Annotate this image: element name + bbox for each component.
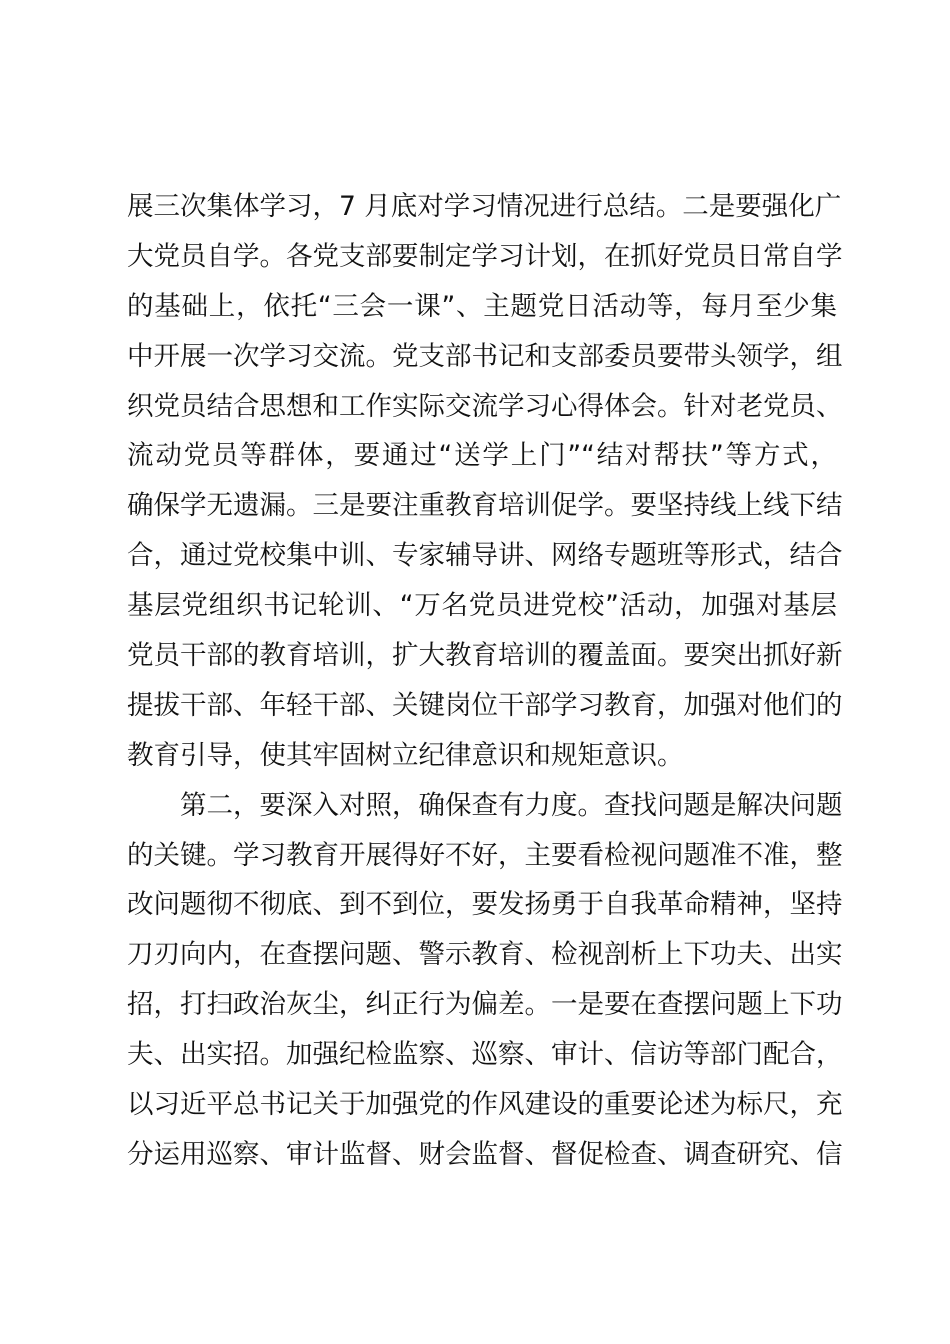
text-line: 展三次集体学习，7 月底对学习情况进行总结。二是要强化广 xyxy=(127,191,842,222)
text-line: 的关键。学习教育开展得好不好，主要看检视问题准不准，整 xyxy=(127,839,843,871)
text-line: 提拔干部、年轻干部、关键岗位干部学习教育，加强对他们的 xyxy=(127,689,843,721)
body-text xyxy=(127,182,843,1180)
text-line: 分运用巡察、审计监督、财会监督、督促检查、调查研究、信 xyxy=(127,1138,843,1170)
text-line: 以习近平总书记关于加强党的作风建设的重要论述为标尺，充 xyxy=(127,1089,843,1121)
text-line: 改问题彻不彻底、到不到位，要发扬勇于自我革命精神，坚持 xyxy=(127,889,843,921)
text-line: 流动党员等群体，要通过“送学上门”“结对帮扶”等方式， xyxy=(127,440,837,472)
text-line: 党员干部的教育培训，扩大教育培训的覆盖面。要突出抓好新 xyxy=(127,640,843,672)
text-line: 基层党组织书记轮训、“万名党员进党校”活动，加强对基层 xyxy=(127,590,837,622)
text-line: 织党员结合思想和工作实际交流学习心得体会。针对老党员、 xyxy=(127,390,843,422)
text-line: 大党员自学。各党支部要制定学习计划，在抓好党员日常自学 xyxy=(127,240,843,272)
text-line: 合，通过党校集中训、专家辅导讲、网络专题班等形式，结合 xyxy=(127,540,843,572)
paragraph-last-line: 教育引导，使其牢固树立纪律意识和规矩意识。 xyxy=(127,739,684,771)
text-line: 夫、出实招。加强纪检监察、巡察、审计、信访等部门配合， xyxy=(127,1039,843,1071)
text-line: 招，打扫政治灰尘，纠正行为偏差。一是要在查摆问题上下功 xyxy=(127,989,843,1021)
text-line: 刀刃向内，在查摆问题、警示教育、检视剖析上下功夫、出实 xyxy=(127,939,843,971)
text-line: 中开展一次学习交流。党支部书记和支部委员要带头领学，组 xyxy=(127,340,843,372)
paragraph-first-line: 第二，要深入对照，确保查有力度。查找问题是解决问题 xyxy=(180,789,843,821)
text-line: 的基础上，依托“三会一课”、主题党日活动等，每月至少集 xyxy=(127,290,837,322)
text-line: 确保学无遗漏。三是要注重教育培训促学。要坚持线上线下结 xyxy=(127,490,843,522)
